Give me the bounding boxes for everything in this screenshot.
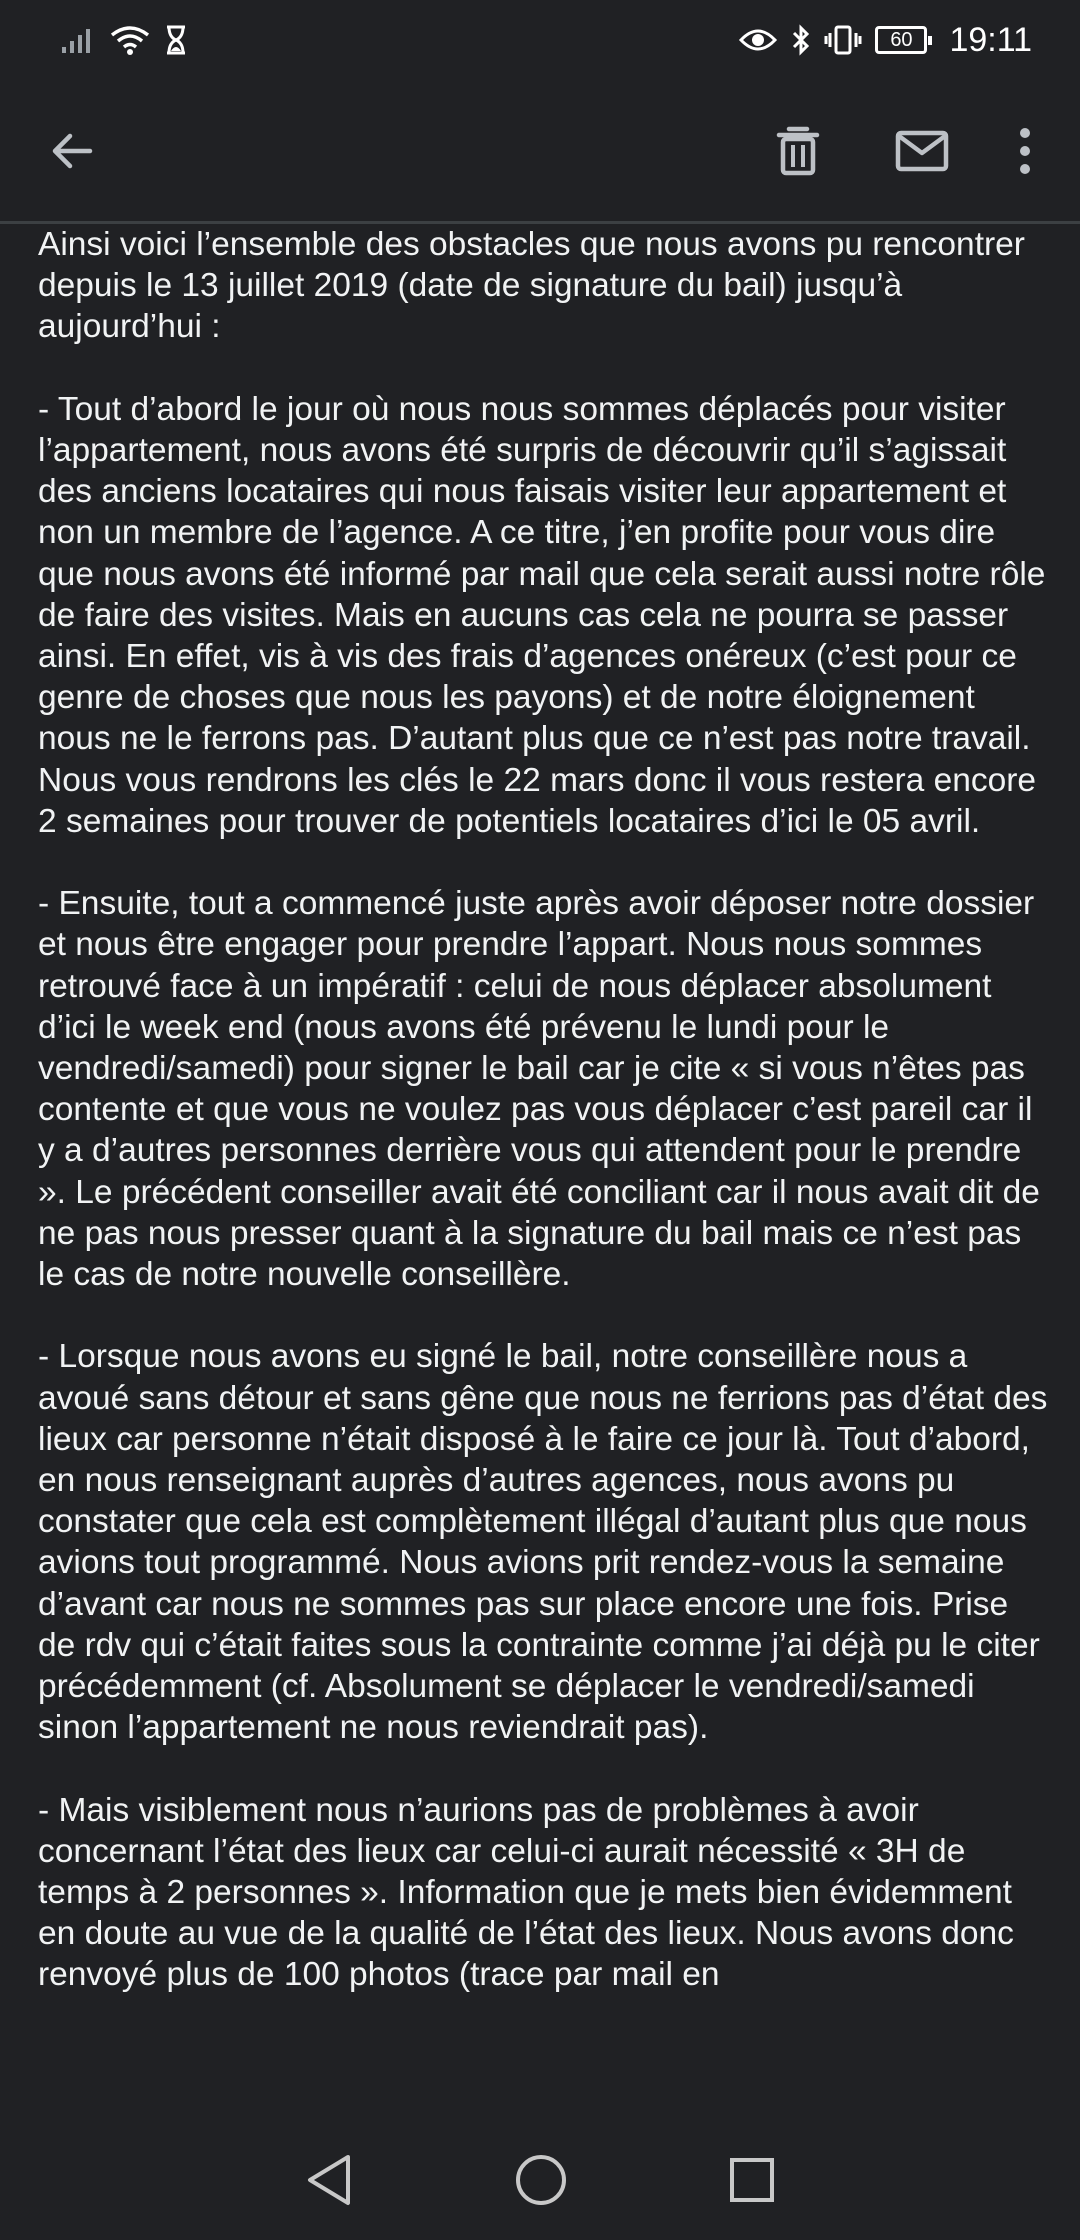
message-paragraph: - Ensuite, tout a commencé juste après avoir déposer notre dossier et nous être engager pour prendre l’appart. Nous nous sommes retrouvé face à un impératif : celui de nous déplacer absolument d’ici le week end (nous avons été prévenu le lundi pour le vendredi/samedi) pour signer le bail car je cite « si vous n’êtes pas contente et que vous ne voulez pas vous déplacer c’est pareil car il y a d’autres personnes derrière vous qui attendent pour le prendre ». Le précédent conseiller avait été conciliant car il nous avait dit de ne pas nous presser quant à la signature du bail mais ce n’est pas le cas de notre nouvelle conseillère.: [38, 885, 1050, 1294]
delete-icon: [775, 125, 821, 177]
status-left: [60, 25, 188, 55]
message-paragraph: - Tout d’abord le jour où nous nous sommes déplacés pour visiter l’appartement, nous avons été surpris de découvrir qu’il s’agissait des anciens locataires qui nous faisais visiter leur appartement et non un membre de l’agence. A ce titre, j’en profite pour vous dire que nous avons été informé par mail que cela serait aussi notre rôle de faire des visites. Mais en aucuns cas cela ne pourra se passer ainsi. En effet, vis à vis des frais d’agences onéreux (c’est pour ce genre de choses que nous les payons) et de notre éloignement nous ne le ferrons pas. D’autant plus que ce n’est pas notre travail. Nous vous rendrons les clés le 22 mars donc il vous restera encore 2 semaines pour trouver de potentiels locataires d’ici le 05 avril.: [38, 390, 1055, 840]
eye-icon: [739, 26, 777, 54]
battery-level: 60: [890, 28, 913, 51]
bluetooth-icon: [791, 24, 811, 56]
message-body: [38, 224, 1057, 2120]
message-paragraph: - Mais visiblement nous n’aurions pas de problèmes à avoir concernant l’état des lieux car celui-ci aurait nécessité « 3H de temps à 2 personnes ». Information que je mets bien évidemment en doute au vue de la qualité de l’état des lieux. Nous avons donc renvoyé plus de 100 photos (trace par mail en: [38, 1791, 1024, 1994]
status-time: 19:11: [949, 20, 1032, 59]
signal-icon: [60, 25, 96, 55]
hourglass-icon: [164, 25, 188, 55]
back-arrow-icon: [48, 127, 96, 175]
wifi-icon: [110, 25, 150, 55]
mail-icon: [895, 130, 949, 172]
back-button[interactable]: [30, 109, 114, 193]
home-circle-icon[interactable]: [514, 2153, 568, 2207]
status-right: [739, 21, 1032, 60]
app-bar: [0, 80, 1080, 224]
mark-unread-button[interactable]: [880, 109, 964, 193]
battery-icon: [875, 26, 927, 54]
status-bar: [0, 0, 1080, 80]
recents-square-icon[interactable]: [728, 2156, 776, 2204]
back-triangle-icon[interactable]: [304, 2153, 354, 2207]
more-options-button[interactable]: [1000, 109, 1050, 193]
message-paragraph: Ainsi voici l’ensemble des obstacles que nous avons pu rencontrer depuis le 13 juillet 2019 (date de signature du bail) jusqu’à aujourd’hui :: [38, 226, 1035, 346]
delete-button[interactable]: [756, 109, 840, 193]
system-nav-bar: [0, 2120, 1080, 2240]
more-vert-icon: [1017, 127, 1033, 175]
message-paragraph: - Lorsque nous avons eu signé le bail, notre conseillère nous a avoué sans détour et sans gêne que nous ne ferrions pas d’état des lieux car personne n’était disposé à le faire ce jour là. Tout d’abord, en nous renseignant auprès d’autres agences, nous avons pu constater que cela est complètement illégal d’autant plus que nous avions tout programmé. Nous avions prit rendez-vous la semaine d’avant car nous ne sommes pas sur place encore une fois. Prise de rdv qui c’était faites sous la contrainte comme j’ai déjà pu le citer précédemment (cf. Absolument se déplacer le vendredi/samedi sinon l’appartement ne nous reviendrait pas).: [38, 1338, 1057, 1747]
vibrate-icon: [825, 25, 861, 55]
